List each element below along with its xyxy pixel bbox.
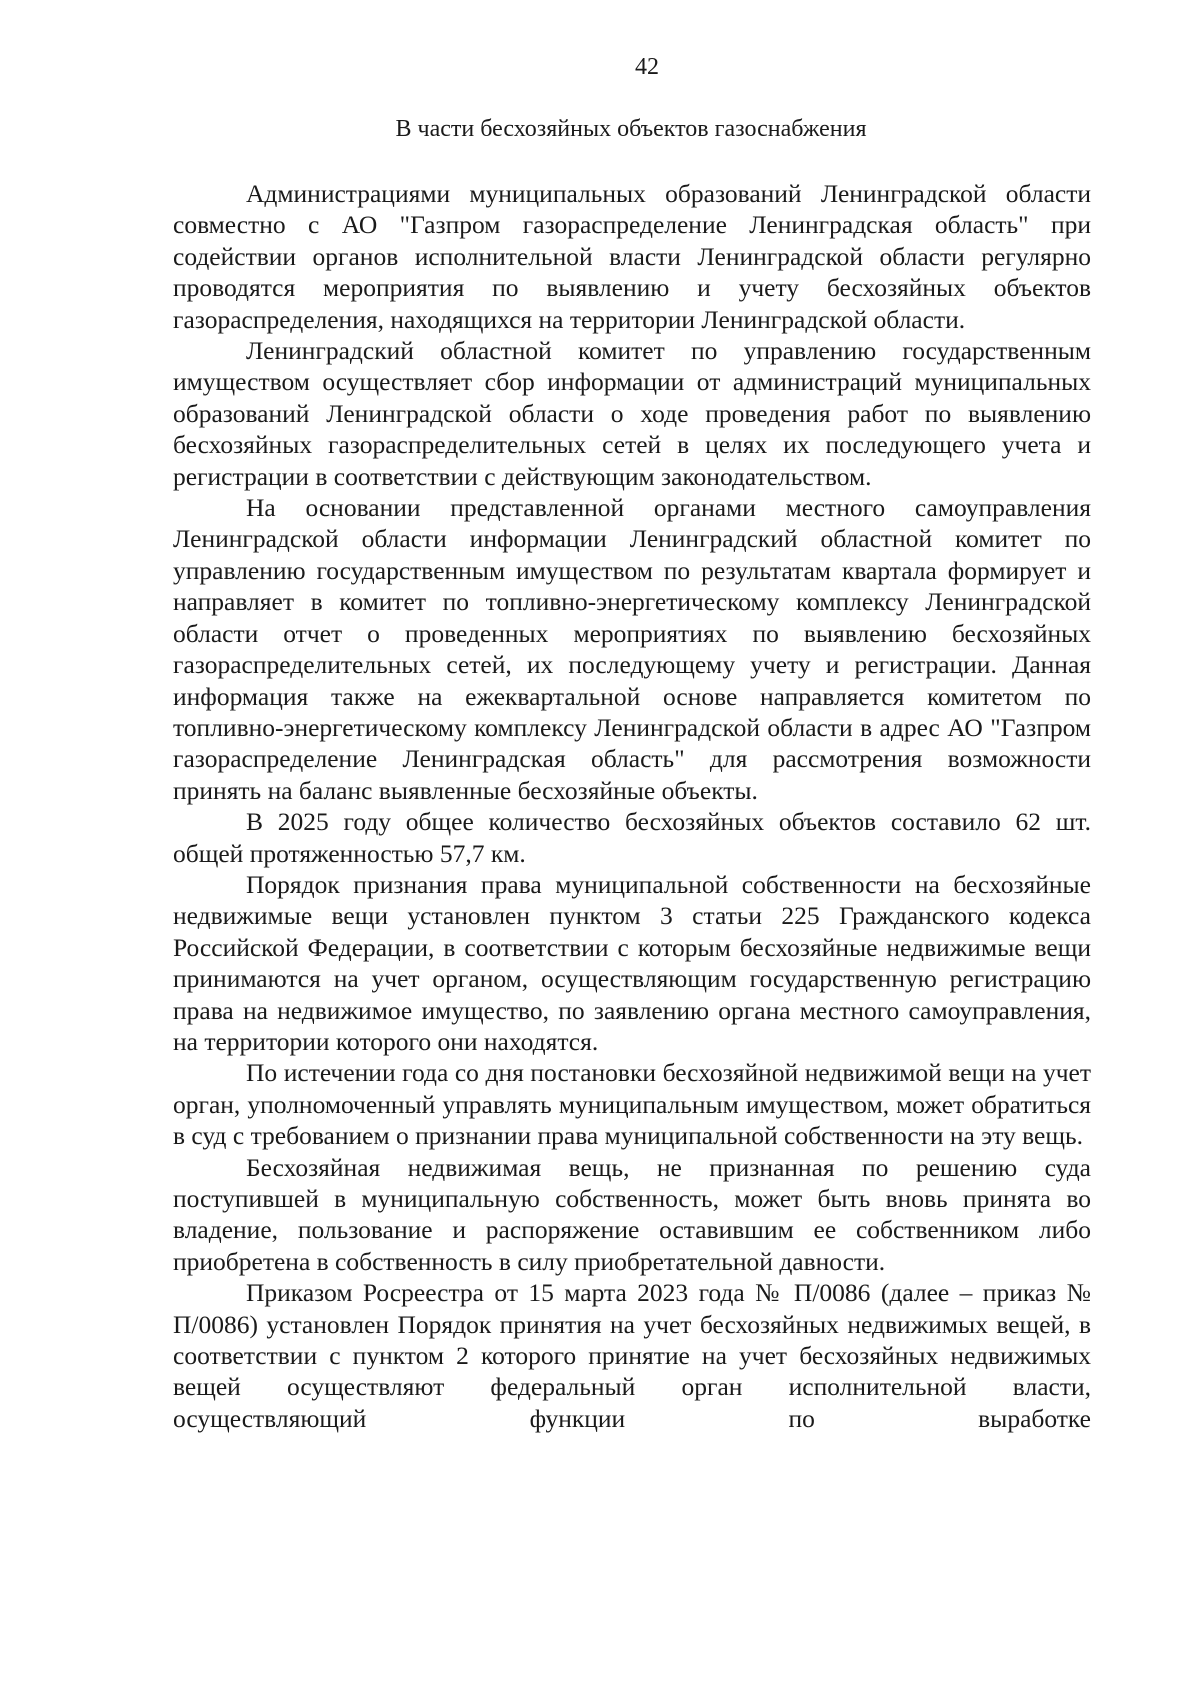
paragraph-rosreestr-order: Приказом Росреестра от 15 марта 2023 года № П/0086 (далее – приказ № П/0086) установлен Порядок принятия на учет бесхозяйных недвижимых вещей, в соответствии с пунктом 2 которого принятие на учет бесхозяйных недвижимых вещей осуществляют федеральный орган исполнительной власти, осуществляющий функции по выработке	[173, 1278, 1091, 1433]
paragraph-quarterly-report: На основании представленной органами местного самоуправления Ленинградской области информации Ленинградский областной комитет по управлению государственным имуществом по результатам квартала формирует и направляет в комитет по топливно-энергетическому комплексу Ленинградской области отчет о проведенных мероприятиях по выявлению бесхозяйных газораспределительных сетей, их последующему учету и регистрации. Данная информация также на ежеквартальной основе направляется комитетом по топливно-энергетическому комплексу Ленинградской области в адрес АО "Газпром газораспределение Ленинградская область" для рассмотрения возможности принять на баланс выявленные бесхозяйные объекты.	[173, 493, 1091, 805]
page-number: 42	[635, 54, 659, 80]
paragraph-property-committee: Ленинградский областной комитет по управлению государственным имуществом осуществляет сбор информации от администраций муниципальных образований Ленинградской области о ходе проведения работ по выявлению бесхозяйных газораспределительных сетей в целях их последующего учета и регистрации в соответствии с действующим законодательством.	[173, 336, 1091, 491]
paragraph-court-claim: По истечении года со дня постановки бесхозяйной недвижимой вещи на учет орган, уполномоченный управлять муниципальным имуществом, может обратиться в суд с требованием о признании права муниципальной собственности на эту вещь.	[173, 1058, 1091, 1151]
paragraph-civil-code-procedure: Порядок признания права муниципальной собственности на бесхозяйные недвижимые вещи установлен пунктом 3 статьи 225 Гражданского кодекса Российской Федерации, в соответствии с которым бесхозяйные недвижимые вещи принимаются на учет органом, осуществляющим государственную регистрацию права на недвижимое имущество, по заявлению органа местного самоуправления, на территории которого они находятся.	[173, 869, 1091, 1056]
paragraph-2025-statistics: В 2025 году общее количество бесхозяйных объектов составило 62 шт. общей протяженностью 57,7 км.	[173, 807, 1091, 868]
document-body	[173, 178, 1091, 1434]
section-title: В части бесхозяйных объектов газоснабжения	[395, 116, 867, 142]
paragraph-gas-network-inventory: Администрациями муниципальных образований Ленинградской области совместно с АО "Газпром газораспределение Ленинградская область" при содействии органов исполнительной власти Ленинградской области регулярно проводятся мероприятия по выявлению и учету бесхозяйных объектов газораспределения, находящихся на территории Ленинградской области.	[173, 179, 1091, 334]
paragraph-unrecognized-property: Бесхозяйная недвижимая вещь, не признанная по решению суда поступившей в муниципальную собственность, может быть вновь принята во владение, пользование и распоряжение оставившим ее собственником либо приобретена в собственность в силу приобретательной давности.	[173, 1152, 1091, 1276]
